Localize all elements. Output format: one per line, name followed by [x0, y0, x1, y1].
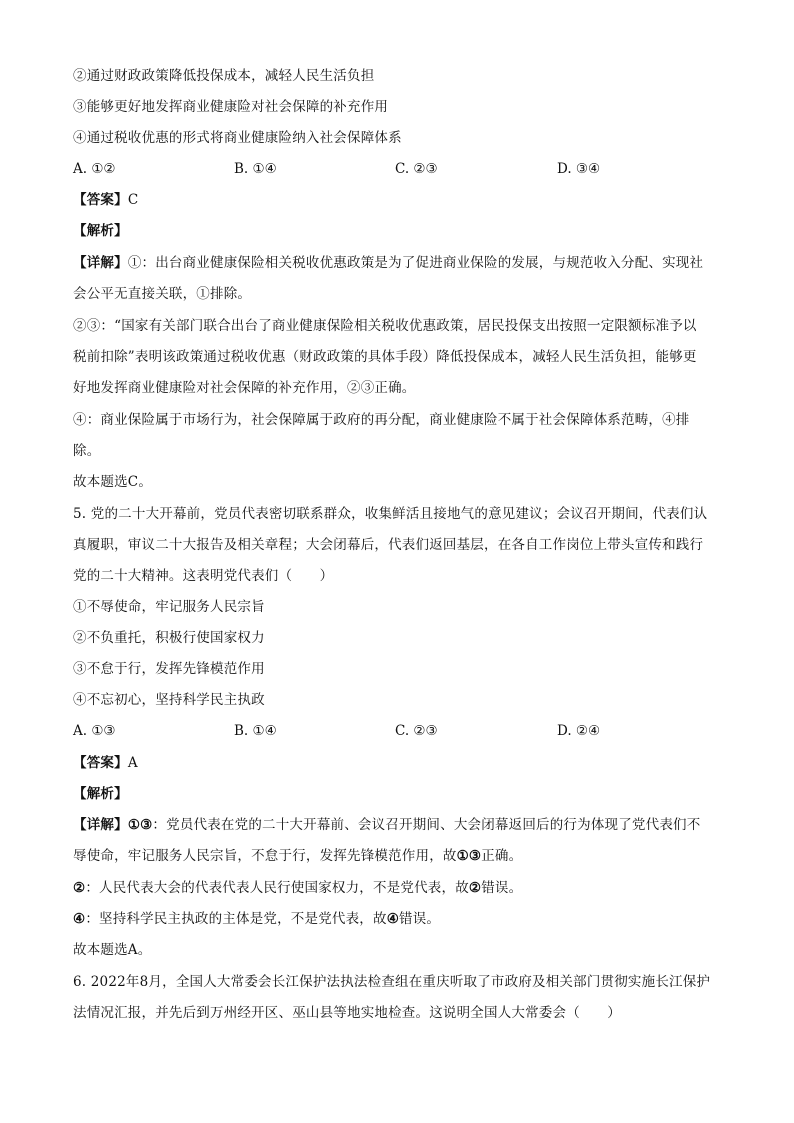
q5-option-d: D. ②④: [557, 723, 601, 739]
q4-conclusion: 故本题选C。: [73, 474, 153, 490]
q4-detail-line-5: 好地发挥商业健康险对社会保障的补充作用，②③正确。: [73, 380, 416, 396]
q5-detail-tag: 【详解】: [73, 817, 128, 833]
q5-analysis-tag: 【解析】: [73, 786, 128, 802]
q5-detail-text-2b: 正确。: [481, 848, 523, 864]
q4-detail-line-3: ②③：“国家有关部门联合出台了商业健康保险相关税收优惠政策，居民投保支出按照一定限额标准予以: [73, 318, 697, 334]
q5-answer-tag: 【答案】: [73, 755, 128, 771]
q5-detail-line-3: [73, 878, 733, 898]
q5-item-3: ③不怠于行，发挥先锋模范作用: [73, 661, 265, 677]
q5-options: [73, 721, 733, 741]
q4-analysis-tag: 【解析】: [73, 223, 128, 239]
q5-detail-text-4a: ：坚持科学民主执政的主体是党，不是党代表，故: [85, 911, 387, 927]
q4-item-3: ③能够更好地发挥商业健康险对社会保障的补充作用: [73, 99, 389, 115]
q5-option-b: B. ①④: [234, 723, 277, 739]
q5-detail-mark-4b: ④: [386, 911, 400, 927]
q4-detail-text-1: ①：出台商业健康保险相关税收优惠政策是为了促进商业保险的发展，与规范收入分配、实现社: [127, 255, 704, 271]
q5-option-c: C. ②③: [395, 723, 438, 739]
q5-detail-text-2a: 辱使命，牢记服务人民宗旨，不怠于行，发挥先锋模范作用，故: [73, 848, 457, 864]
q6-stem-line-2: 法情况汇报，并先后到万州经开区、巫山县等地实地检查。这说明全国人大常委会（ ）: [73, 1005, 621, 1021]
q5-answer: A: [127, 755, 138, 771]
q5-analysis-line: [73, 784, 733, 804]
q5-item-2: ②不负重托，积极行使国家权力: [73, 630, 265, 646]
q4-detail-line-4: 税前扣除”表明该政策通过税收优惠（财政政策的具体手段）降低投保成本，减轻人民生活负担，能够更: [73, 349, 697, 365]
q5-item-1: ①不辱使命，牢记服务人民宗旨: [73, 599, 265, 615]
q4-detail-line-2: 会公平无直接关联，①排除。: [73, 286, 252, 302]
q5-detail-text-1: ：党员代表在党的二十大开幕前、会议召开期间、大会闭幕返回后的行为体现了党代表们不: [152, 817, 701, 833]
q4-analysis-line: [73, 221, 733, 241]
q5-stem-line-1: 5. 党的二十大开幕前，党员代表密切联系群众，收集鲜活且接地气的意见建议；会议召开期间，代表们认: [73, 506, 708, 522]
q5-answer-line: [73, 753, 733, 773]
q5-conclusion: 故本题选A。: [73, 942, 152, 958]
q5-stem-line-2: 真履职，审议二十大报告及相关章程；大会闭幕后，代表们返回基层，在各自工作岗位上带头宣传和践行: [73, 537, 704, 553]
q4-item-2: ②通过财政政策降低投保成本，减轻人民生活负担: [73, 68, 375, 84]
q4-options: [73, 159, 733, 179]
q4-detail-line-6: ④：商业保险属于市场行为，社会保障属于政府的再分配，商业健康险不属于社会保障体系范畴，④排: [73, 412, 690, 428]
q4-option-a: A. ①②: [73, 161, 116, 177]
q5-detail-text-3a: ：人民代表大会的代表代表人民行使国家权力，不是党代表，故: [85, 880, 469, 896]
q5-detail-text-4b: 错误。: [399, 911, 441, 927]
q5-detail-line-4: [73, 909, 733, 929]
q5-detail-text-3b: 错误。: [481, 880, 523, 896]
q4-item-4: ④通过税收优惠的形式将商业健康险纳入社会保障体系: [73, 130, 402, 146]
q5-detail-mark-3: ②: [73, 880, 86, 896]
q6-stem-line-1: 6. 2022年8月，全国人大常委会长江保护法执法检查组在重庆听取了市政府及相关部门贯彻实施长江保护: [73, 974, 711, 990]
q4-option-b: B. ①④: [234, 161, 277, 177]
q4-option-d: D. ③④: [557, 161, 601, 177]
q4-detail-line-1: [73, 253, 733, 273]
q5-detail-mark-3b: ②: [468, 880, 482, 896]
q4-detail-line-7: 除。: [73, 443, 101, 459]
q5-detail-mark-2: ①③: [456, 848, 482, 864]
q4-answer-tag: 【答案】: [73, 192, 128, 208]
q5-detail-line-2: [73, 846, 733, 866]
q5-option-a: A. ①③: [73, 723, 116, 739]
q5-detail-mark-4: ④: [73, 911, 86, 927]
q4-option-c: C. ②③: [395, 161, 438, 177]
q4-answer-line: [73, 190, 733, 210]
q5-stem-line-3: 党的二十大精神。这表明党代表们（ ）: [73, 568, 334, 584]
q5-detail-mark-1: ①③: [127, 817, 153, 833]
q5-detail-line-1: [73, 815, 733, 835]
q4-answer: C: [127, 192, 139, 208]
q4-detail-tag: 【详解】: [73, 255, 128, 271]
q5-item-4: ④不忘初心，坚持科学民主执政: [73, 692, 265, 708]
